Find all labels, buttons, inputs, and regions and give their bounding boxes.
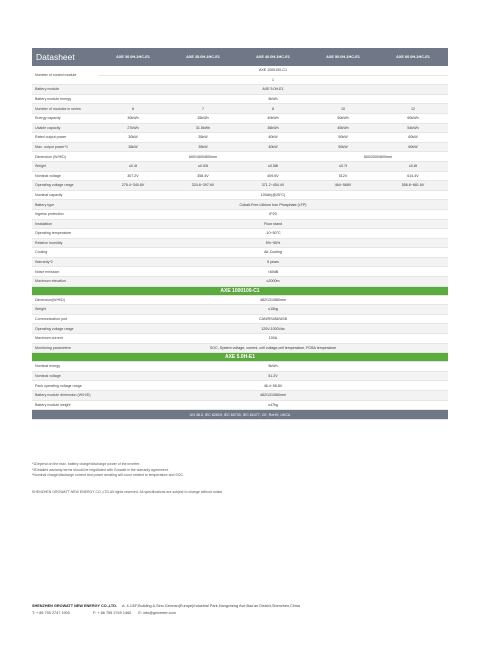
row-label: Communication port — [32, 314, 98, 324]
row-label: Number of modules in series — [32, 104, 98, 114]
table-row — [32, 324, 448, 334]
cell-value: ≤0.7t — [308, 161, 378, 171]
cell-value: Floor stand — [98, 219, 448, 229]
row-label: Weight — [32, 161, 98, 171]
table-row — [32, 229, 448, 239]
table-row — [32, 219, 448, 229]
cell-value: 35kW — [168, 142, 238, 152]
column-header: AXE 40.0H-1HC-E1 — [238, 48, 308, 66]
cell-value: 482/131/580mm — [98, 391, 448, 401]
cell-value: 8 — [238, 104, 308, 114]
cell-value: -10~50°C — [98, 229, 448, 239]
company-info — [32, 603, 448, 616]
table-row — [32, 248, 448, 258]
cell-value: 600/2000/800mm — [308, 152, 448, 162]
cell-value: 100Ah(@25°C) — [98, 190, 448, 200]
table-row — [32, 200, 448, 210]
cell-value: 50kW — [308, 142, 378, 152]
table-row — [32, 171, 448, 181]
row-label: Maximum current — [32, 334, 98, 344]
cell-value: ≤0.8t — [378, 161, 448, 171]
cell-value: 556.8~681.6V — [378, 181, 448, 191]
table-row — [32, 104, 448, 114]
row-label: Battery type — [32, 200, 98, 210]
datasheet — [32, 48, 448, 420]
cell-value: 50kW — [308, 133, 378, 143]
section-title: AXE 1000100-C1 — [32, 286, 448, 295]
cell-value: 60kW — [378, 133, 448, 143]
row-label: Nominal voltage — [32, 171, 98, 181]
cell-value: AXE 5.0H-E1 — [98, 85, 448, 95]
row-label: Nominal energy — [32, 362, 98, 372]
column-header: AXE 60.0H-1HC-E1 — [378, 48, 448, 66]
table-row — [32, 295, 448, 305]
cell-value: ≤2000m — [98, 277, 448, 287]
datasheet-title: Datasheet — [32, 48, 98, 66]
row-label: Noise emission — [32, 267, 98, 277]
cell-value: SOC, System voltage, current, cell voltage,cell temperature, PCBA temperature — [98, 343, 448, 353]
cell-value: 5kWh — [98, 94, 448, 104]
cell-value: Air-Cooling — [98, 248, 448, 258]
cell-value: 7 — [168, 104, 238, 114]
section-title: AXE 5.0H-E1 — [32, 353, 448, 362]
cell-value: 371.2~454.4V — [238, 181, 308, 191]
cell-value: 40kWh — [238, 113, 308, 123]
cell-value: 35kWh — [168, 113, 238, 123]
column-header: AXE 35.0H-1HC-E1 — [168, 48, 238, 66]
cell-value: 35kW — [168, 133, 238, 143]
row-label: Nominal voltage — [32, 371, 98, 381]
row-label: Cooling — [32, 248, 98, 258]
table-row — [32, 277, 448, 287]
row-label: Max. output power*1 — [32, 142, 98, 152]
table-row — [32, 238, 448, 248]
certification-text: UN 38.3, IEC 62619, IEC 60730, IEC 62477, CE, RoHS, UKCA — [32, 410, 448, 420]
table-row — [32, 152, 448, 162]
table-header — [32, 48, 448, 66]
cell-value: 40kW — [238, 142, 308, 152]
cell-value: 45kWh — [308, 123, 378, 133]
table-row — [32, 123, 448, 133]
table-row — [32, 181, 448, 191]
cell-value: 60kWh — [378, 113, 448, 123]
table-row — [32, 94, 448, 104]
company-address: A: 4-13/F,Building A,Sino-German(Europe)Industrial Park,Hangcheng Ave,Bao'an District,Shenzhen,China — [121, 604, 301, 608]
cell-value: 10 — [308, 104, 378, 114]
table-row — [32, 381, 448, 391]
cell-value: IP20 — [98, 209, 448, 219]
footnote: *2Detailed warranty terms should be negotiated with Growatt in the warranty agreement. — [32, 467, 169, 472]
row-label: Nominal capacity — [32, 190, 98, 200]
table-row — [32, 133, 448, 143]
table-row — [32, 305, 448, 315]
table-row — [32, 391, 448, 401]
row-label: Relative humidity — [32, 238, 98, 248]
table-row — [32, 142, 448, 152]
cell-value: 12 — [378, 104, 448, 114]
cell-value: 358.4V — [168, 171, 238, 181]
cell-value: 31.5kWh — [168, 123, 238, 133]
section-header-control — [32, 286, 448, 295]
row-label: Warranty*2 — [32, 257, 98, 267]
section-header-module — [32, 353, 448, 362]
table-row — [32, 85, 448, 95]
row-label: Rated output power — [32, 133, 98, 143]
row-label: Battery module — [32, 85, 98, 95]
row-label: Ingress protection — [32, 209, 98, 219]
cell-value: ≤15kg — [98, 305, 448, 315]
row-label: Usable capacity — [32, 123, 98, 133]
cell-value: ≤0.58t — [238, 161, 308, 171]
table-row — [32, 257, 448, 267]
row-label: Energy capacity — [32, 113, 98, 123]
cell-value: 60kW — [378, 142, 448, 152]
cell-value: CAN/RS485/USB — [98, 314, 448, 324]
certification-row — [32, 410, 448, 420]
cell-value: 278.4~340.8V — [98, 181, 168, 191]
cell-value: 27kWh — [98, 123, 168, 133]
table-row — [32, 362, 448, 372]
row-label: Battery module weight — [32, 400, 98, 410]
cell-value: ≤0.53t — [168, 161, 238, 171]
cell-value: 6 — [98, 104, 168, 114]
company-name: SHENZHEN GROWATT NEW ENERGY CO.,LTD. — [32, 604, 118, 608]
cell-value: 5 years — [98, 257, 448, 267]
cell-value: AXE 1000100-C1 — [98, 66, 448, 75]
cell-value: 1 — [98, 75, 448, 85]
table-row — [32, 314, 448, 324]
row-label: Operating temperature — [32, 229, 98, 239]
cell-value: 30kW — [98, 133, 168, 143]
footnote: *Nominal charge/discharge current and power derating will occur related to temperature and SOC. — [32, 473, 184, 477]
cell-value: 307.2V — [98, 171, 168, 181]
company-tel: T: + 86 755 2747 1900 — [32, 610, 70, 615]
column-header: AXE 50.0H-1HC-E1 — [308, 48, 378, 66]
row-label: Battery module dimension (W/H/D) — [32, 391, 98, 401]
cell-value: 5kWh — [98, 362, 448, 372]
cell-value: 30kWh — [98, 113, 168, 123]
footnote: *1Depend on the max. battery charge/discharge power of the inverter. — [32, 462, 140, 466]
row-label: Number of control module — [32, 66, 98, 85]
row-label: Operating voltage range — [32, 324, 98, 334]
table-row — [32, 161, 448, 171]
table-row — [32, 209, 448, 219]
cell-value: 36kWh — [238, 123, 308, 133]
cell-value: <60dB — [98, 267, 448, 277]
cell-value: 324.8~397.6V — [168, 181, 238, 191]
table-row — [32, 334, 448, 344]
cell-value: 51.2V — [98, 371, 448, 381]
table-row — [32, 190, 448, 200]
row-label: Operating voltage range — [32, 181, 98, 191]
row-label: Dimension(W/H/D) — [32, 295, 98, 305]
spec-table — [32, 48, 448, 420]
table-row — [32, 371, 448, 381]
company-email[interactable]: E: info@ginverter.com — [138, 610, 176, 615]
column-header: AXE 30.0H-1HC-E1 — [98, 48, 168, 66]
cell-value: ≤0.4t — [98, 161, 168, 171]
cell-value: ≤47kg — [98, 400, 448, 410]
cell-value: 600/1600/800mm — [98, 152, 308, 162]
row-label: Monitoring parameters — [32, 343, 98, 353]
cell-value: 482/131/580mm — [98, 295, 448, 305]
row-label: Installation — [32, 219, 98, 229]
cell-value: 100A — [98, 334, 448, 344]
company-fax: F: + 86 755 2749 1460 — [92, 610, 132, 615]
table-row — [32, 267, 448, 277]
cell-value: 120V-1000Vdc — [98, 324, 448, 334]
table-row — [32, 66, 448, 75]
cell-value: 50kWh — [308, 113, 378, 123]
row-label: Pack operating voltage range — [32, 381, 98, 391]
row-label: Weight — [32, 305, 98, 315]
table-row — [32, 343, 448, 353]
row-label: Battery module energy — [32, 94, 98, 104]
cell-value: 5%~95% — [98, 238, 448, 248]
cell-value: 46.4~56.8V — [98, 381, 448, 391]
table-row — [32, 400, 448, 410]
copyright-notice: SHENZHEN GROWATT NEW ENERGY CO.,LTD All rights reserved. All specifications are subject to change without notice. — [32, 490, 224, 494]
cell-value: 614.4V — [378, 171, 448, 181]
row-label: Maximum elevation — [32, 277, 98, 287]
table-row — [32, 113, 448, 123]
cell-value: 464~568V — [308, 181, 378, 191]
cell-value: 40kW — [238, 133, 308, 143]
cell-value: 512V — [308, 171, 378, 181]
cell-value: 36kW — [98, 142, 168, 152]
cell-value: 409.6V — [238, 171, 308, 181]
cell-value: 54kWh — [378, 123, 448, 133]
row-label: Dimension (W/H/D) — [32, 152, 98, 162]
cell-value: Cobalt-Free Lithium Iron Phosphate (LFP) — [98, 200, 448, 210]
footnotes — [32, 462, 448, 479]
